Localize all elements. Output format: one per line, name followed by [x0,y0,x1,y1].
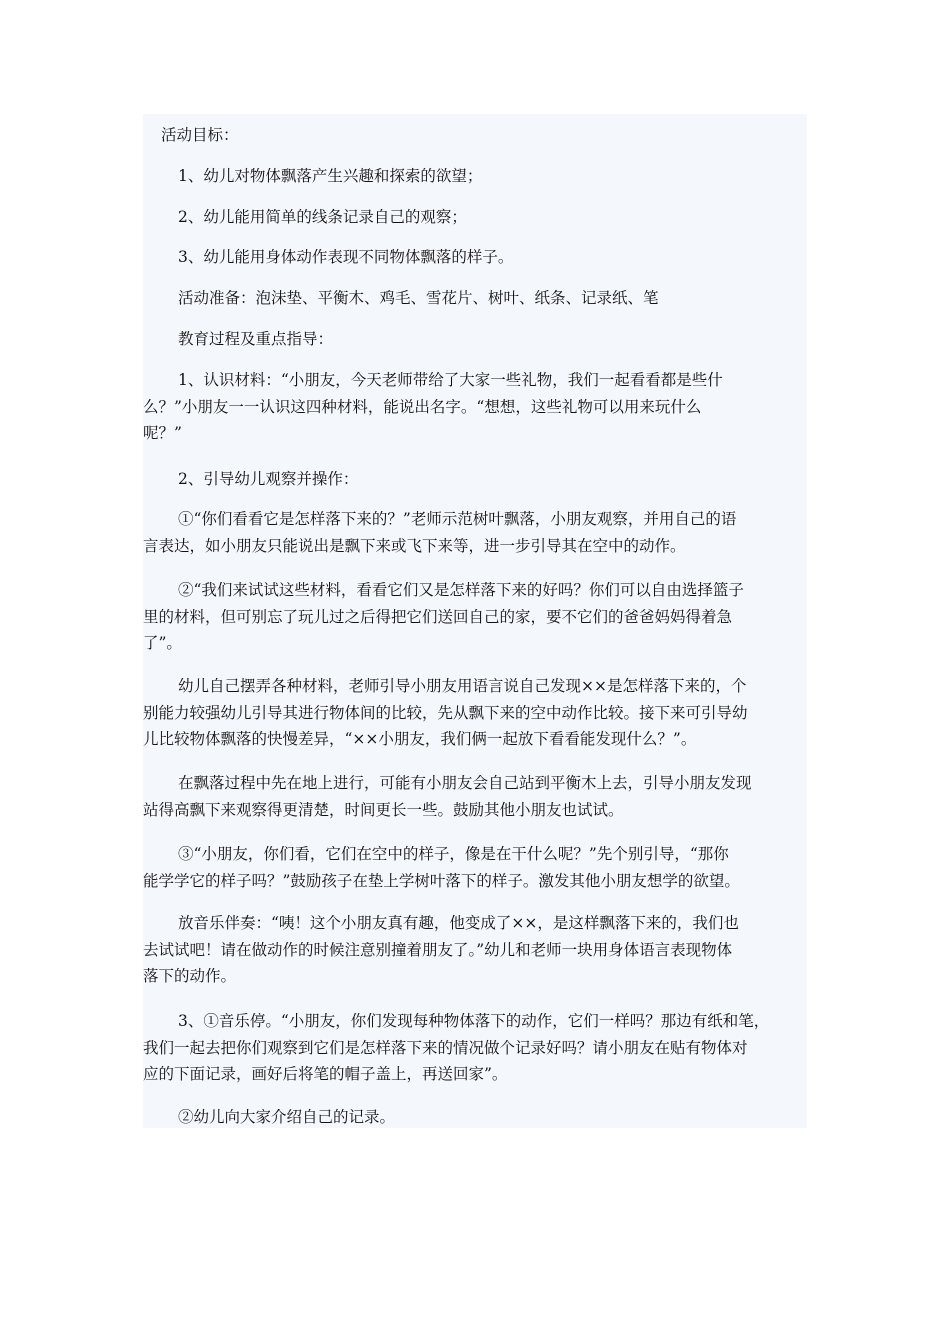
heading-education-process [143,326,842,353]
balance-beam-paragraph [143,770,807,823]
music-paragraph [143,910,807,990]
free-exploration-paragraph [143,673,807,753]
document-content [143,114,807,1128]
text-line: 1、认识材料：“小朋友，今天老师带给了大家一些礼物，我们一起看看都是些什 [178,371,723,389]
goal-item-2 [143,204,842,231]
text-line: ①“你们看看它是怎样落下来的？”老师示范树叶飘落，小朋友观察，并用自己的语 [178,510,737,528]
heading-activity-goals [143,122,825,149]
text-line: 里的材料，但可别忘了玩儿过之后得把它们送回自己的家，要不它们的爸爸妈妈得着急 [143,607,733,626]
text-line: 在飘落过程中先在地上进行，可能有小朋友会自己站到平衡木上去，引导小朋友发现 [178,774,752,792]
text-line: 幼儿自己摆弄各种材料，老师引导小朋友用语言说自己发现××是怎样落下来的，个 [178,677,747,695]
text-line: 儿比较物体飘落的快慢差异，“××小朋友，我们俩一起放下看看能发现什么？”。 [143,730,697,748]
step-3-part-1 [143,1008,807,1088]
text-line: ②幼儿向大家介绍自己的记录。 [178,1108,396,1126]
text-line: 了”。 [143,634,182,652]
text-line: 能学学它的样子吗？”鼓励孩子在垫上学树叶落下的样子。激发其他小朋友想学的欲望。 [143,871,740,890]
text-line: 去试试吧！请在做动作的时候注意别撞着朋友了。”幼儿和老师一块用身体语言表现物体 [143,940,733,959]
activity-preparation [143,285,842,312]
text-line: 我们一起去把你们观察到它们是怎样落下来的情况做个记录好吗？请小朋友在贴有物体对 [143,1038,748,1057]
text-line: 教育过程及重点指导： [178,330,334,348]
text-line: ③“小朋友，你们看，它们在空中的样子，像是在干什么呢？”先个别引导，“那你 [178,845,729,863]
text-line: 么？”小朋友一一认识这四种材料，能说出名字。“想想，这些礼物可以用来玩什么 [143,397,702,416]
step-3-part-2 [143,1104,842,1131]
text-line: 站得高飘下来观察得更清楚，时间更长一些。鼓励其他小朋友也试试。 [143,800,624,819]
text-line: 3、幼儿能用身体动作表现不同物体飘落的样子。 [178,248,514,266]
text-line: 2、引导幼儿观察并操作： [178,470,359,488]
goal-item-3 [143,244,842,271]
text-line: 2、幼儿能用简单的线条记录自己的观察； [178,208,467,226]
text-line: 落下的动作。 [143,967,237,985]
text-line: 活动准备：泡沫垫、平衡木、鸡毛、雪花片、树叶、纸条、记录纸、笔 [178,289,659,307]
step-1-materials [143,367,807,447]
text-line: 别能力较强幼儿引导其进行物体间的比较，先从飘下来的空中动作比较。接下来可引导幼 [143,703,748,722]
step-2-part-1 [143,506,807,559]
text-line: 呢？” [143,424,182,442]
text-line: 言表达，如小朋友只能说出是飘下来或飞下来等，进一步引导其在空中的动作。 [143,536,686,555]
text-line: 应的下面记录，画好后将笔的帽子盖上，再送回家”。 [143,1065,508,1083]
text-line: ②“我们来试试这些材料，看看它们又是怎样落下来的好吗？你们可以自由选择篮子 [178,581,744,599]
text-line: 1、幼儿对物体飘落产生兴趣和探索的欲望； [178,167,483,185]
text-line: 放音乐伴奏：“咦！这个小朋友真有趣，他变成了××，是这样飘落下来的，我们也 [178,914,739,932]
step-2-heading [143,466,842,493]
goal-item-1 [143,163,842,190]
step-2-part-2 [143,577,807,657]
text-line: 活动目标： [161,126,239,144]
text-line: 3、①音乐停。“小朋友，你们发现每种物体落下的动作，它们一样吗？那边有纸和笔， [178,1012,770,1030]
step-2-part-3 [143,841,807,894]
